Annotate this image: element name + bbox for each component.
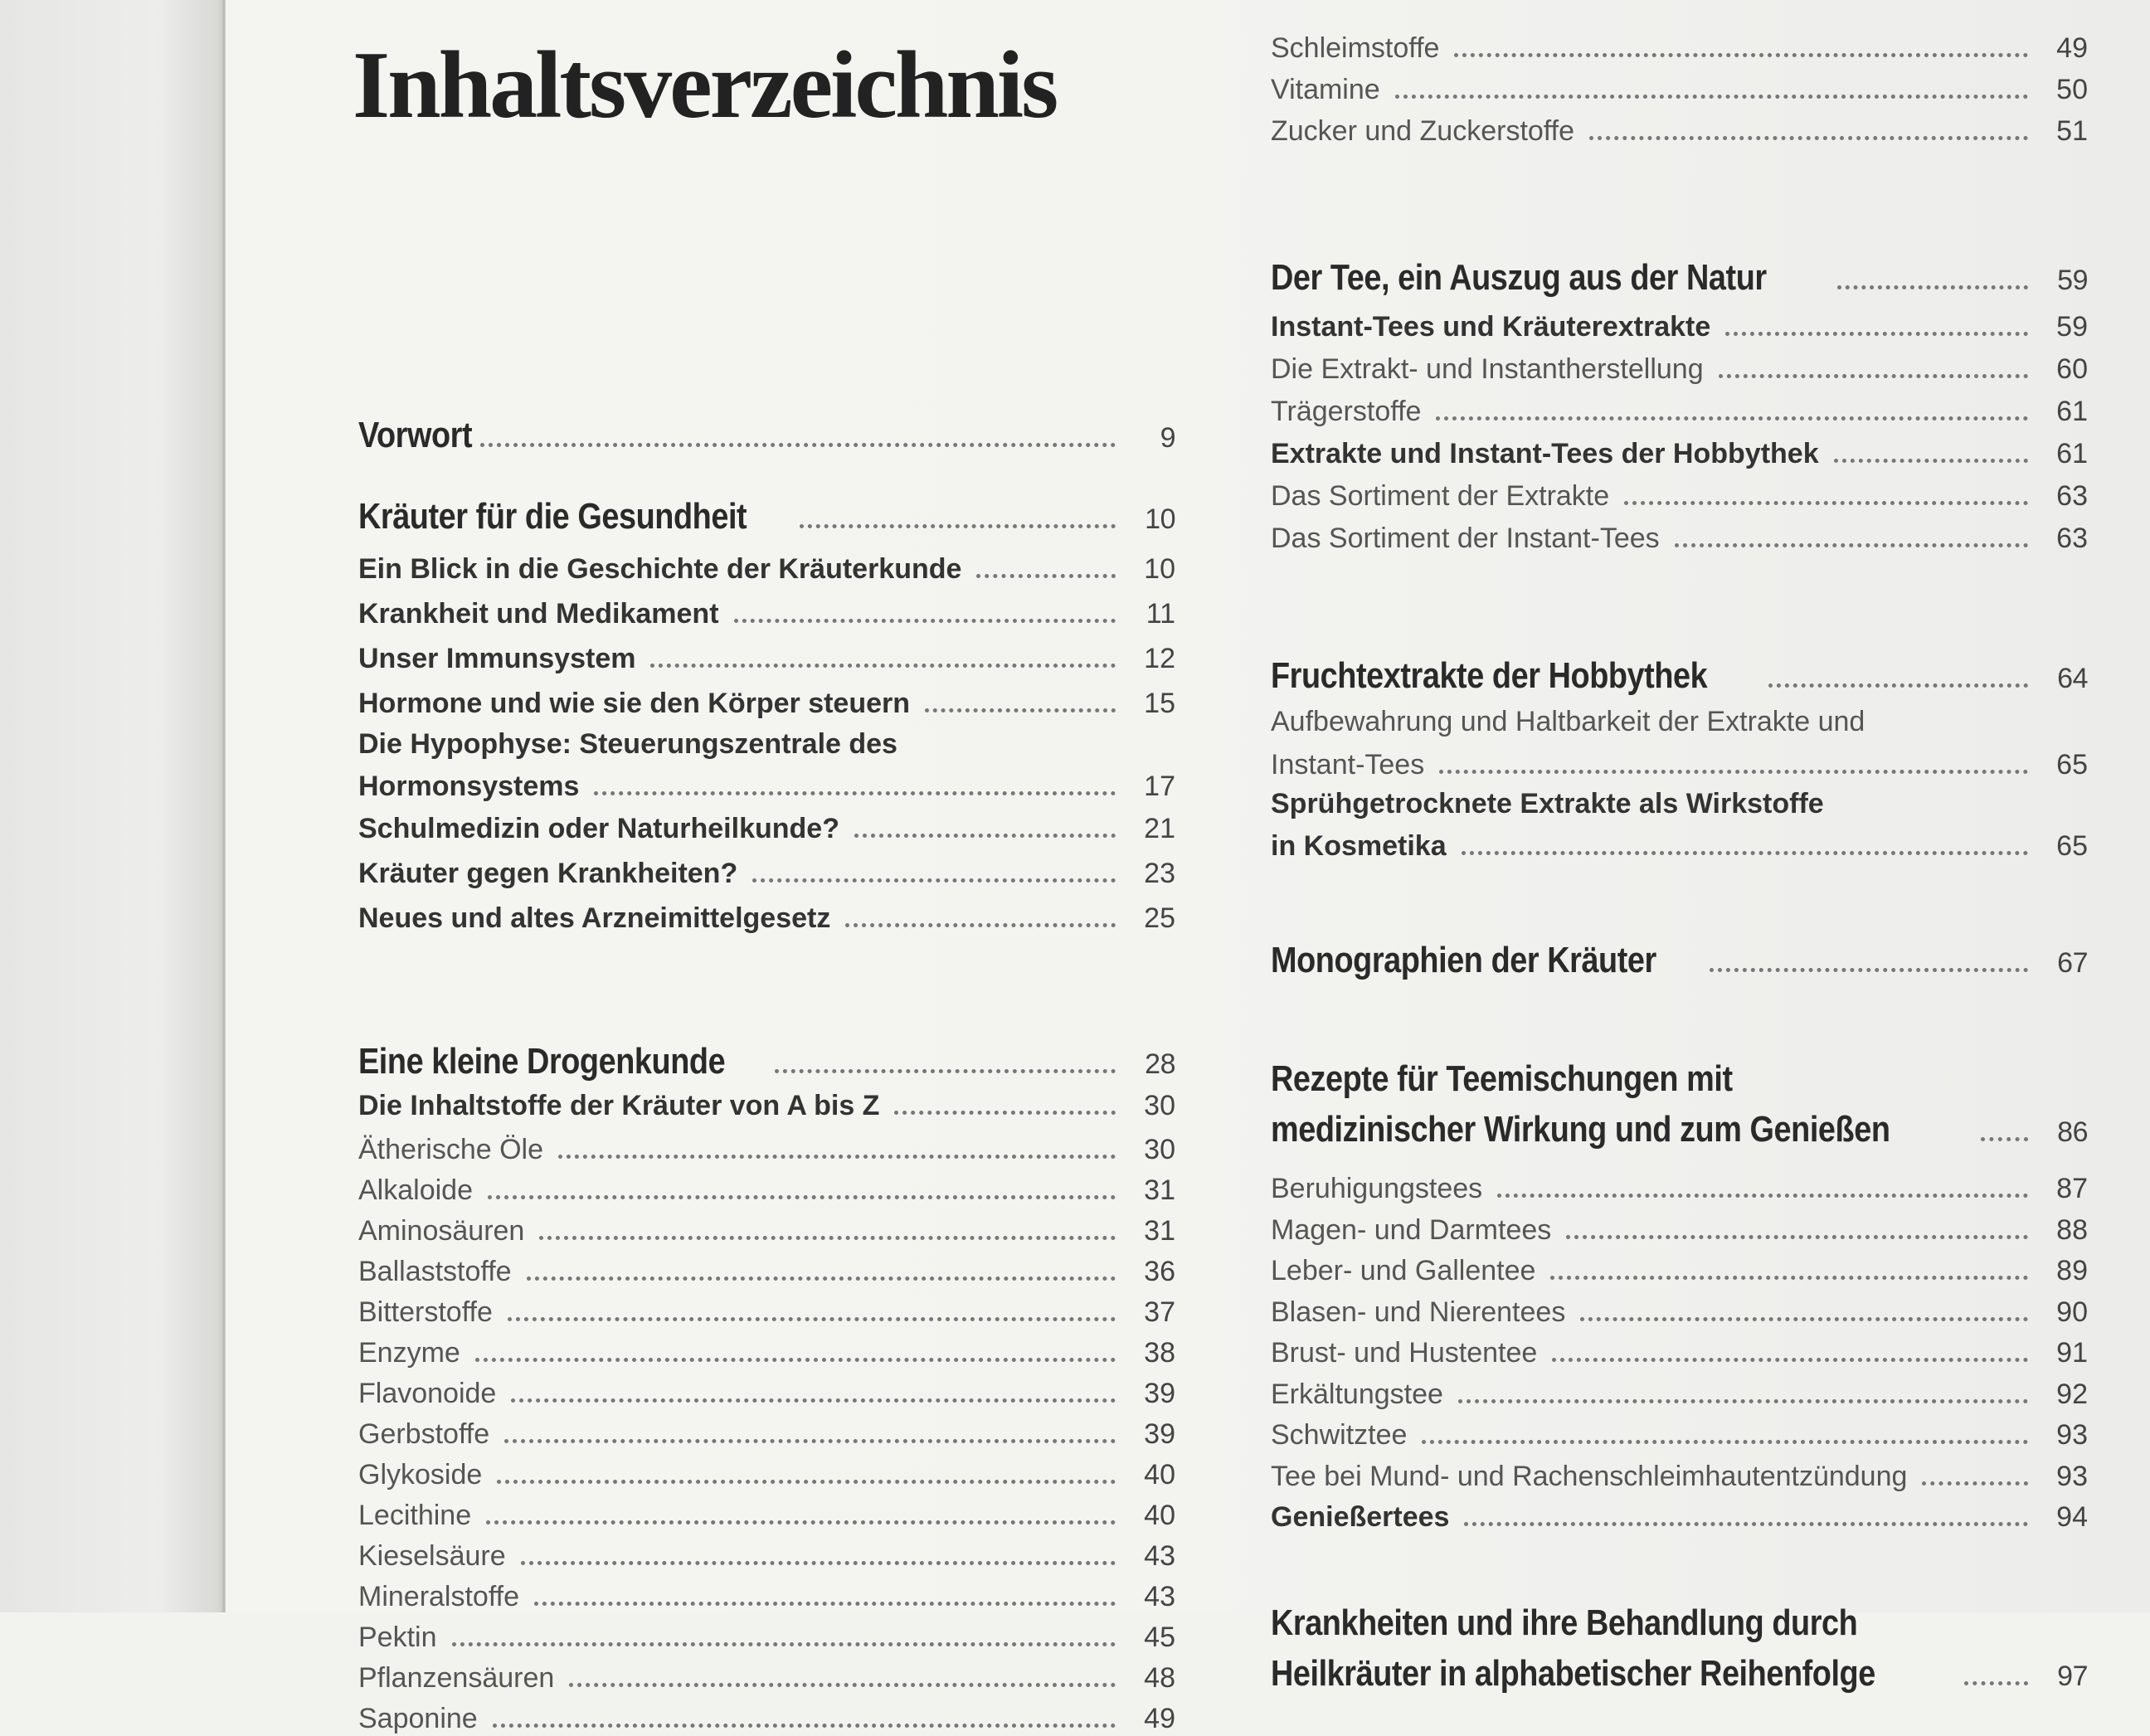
toc-entry [358, 1289, 1175, 1330]
toc-page-number: 28 [1145, 1048, 1175, 1080]
toc-page-number: 40 [1144, 1459, 1175, 1490]
toc-entry [358, 1248, 1175, 1289]
toc-entry [1271, 1101, 2088, 1154]
toc-label-line1: Krankheiten und ihre Behandlung durch [1271, 1602, 1858, 1643]
dot-leader [1719, 346, 2028, 378]
dot-leader [1580, 1289, 2028, 1321]
toc-label: medizinischer Wirkung und zum Genießen [1271, 1109, 1890, 1150]
dot-leader [1550, 1247, 2028, 1280]
toc-label: Die Inhaltstoffe der Kräuter von A bis Z [358, 1090, 880, 1121]
toc-entry [1271, 388, 2088, 430]
toc-label: Enzyme [358, 1337, 460, 1369]
toc-entry [358, 635, 1175, 680]
toc-label: Gerbstoffe [358, 1418, 490, 1450]
toc-entry [358, 805, 1175, 850]
toc-entry [1271, 304, 2088, 346]
toc-page-number: 9 [1160, 422, 1175, 454]
dot-leader [521, 1533, 1116, 1565]
toc-entry [358, 406, 1175, 456]
toc-label: Lecithine [358, 1500, 472, 1531]
toc-entry [358, 1411, 1175, 1452]
toc-page-number: 67 [2057, 947, 2088, 979]
toc-label: Extrakte und Instant-Tees der Hobbythek [1271, 438, 1819, 469]
dot-leader [569, 1655, 1116, 1687]
toc-page-number: 63 [2056, 523, 2088, 554]
toc-label: Ein Blick in die Geschichte der Kräuterkunde [358, 553, 962, 585]
toc-page-number: 30 [1144, 1090, 1175, 1121]
toc-label: Leber- und Gallentee [1271, 1255, 1536, 1286]
toc-page-number: 61 [2056, 396, 2088, 427]
toc-page-number: 91 [2056, 1337, 2088, 1369]
dot-leader [508, 1289, 1116, 1321]
toc-label: Vitamine [1271, 74, 1380, 105]
toc-label: Instant-Tees [1271, 749, 1425, 780]
toc-label: Heilkräuter in alphabetischer Reihenfolge [1271, 1653, 1875, 1694]
dot-leader [480, 406, 1116, 447]
dot-leader [475, 1330, 1116, 1362]
toc-label: Fruchtextrakte der Hobbythek [1271, 655, 1708, 696]
toc-page-number: 61 [2056, 438, 2088, 469]
toc-page-number: 43 [1144, 1540, 1175, 1572]
toc-entry [358, 1208, 1175, 1248]
dot-leader [854, 805, 1116, 838]
dot-leader [1964, 1645, 2028, 1685]
dot-leader [539, 1208, 1116, 1240]
dot-leader [734, 591, 1116, 623]
dot-leader [1497, 1165, 2028, 1198]
dot-leader [534, 1573, 1116, 1606]
toc-label: Genießertees [1271, 1501, 1450, 1533]
toc-page-number: 39 [1144, 1378, 1175, 1409]
toc-page-number: 25 [1144, 902, 1175, 934]
toc-label: Brust- und Hustentee [1271, 1337, 1538, 1369]
dot-leader [800, 488, 1116, 528]
toc-entry [1271, 1247, 2088, 1289]
toc-label-line1-row [1271, 1602, 2088, 1645]
toc-entry [358, 1614, 1175, 1655]
toc-label: Vorwort [358, 415, 473, 455]
dot-leader [452, 1614, 1116, 1646]
toc-entry [358, 1492, 1175, 1533]
toc-entry [1271, 1207, 2088, 1248]
dot-leader [1552, 1330, 2028, 1362]
toc-entry [358, 488, 1175, 537]
toc-page-number: 31 [1144, 1174, 1175, 1206]
toc-page-number: 37 [1144, 1296, 1175, 1328]
toc-label: Das Sortiment der Instant-Tees [1271, 523, 1660, 554]
toc-label: Instant-Tees und Kräuterextrakte [1271, 311, 1711, 343]
dot-leader [1834, 430, 2028, 463]
toc-label: Unser Immunsystem [358, 643, 636, 674]
toc-label: Neues und altes Arzneimittelgesetz [358, 902, 831, 934]
dot-leader [1454, 25, 2028, 57]
toc-page-number: 30 [1144, 1134, 1175, 1165]
dot-leader [1566, 1207, 2028, 1239]
toc-entry-multiline [1271, 1058, 2088, 1154]
toc-label: Aminosäuren [358, 1215, 525, 1247]
toc-label: Blasen- und Nierentees [1271, 1296, 1566, 1328]
toc-page-number: 49 [2056, 32, 2088, 64]
toc-page-number: 63 [2056, 480, 2088, 512]
dot-leader [493, 1695, 1116, 1728]
dot-leader [1725, 304, 2028, 336]
toc-label: Trägerstoffe [1271, 396, 1422, 427]
dot-leader [1464, 1494, 2028, 1526]
toc-page-number: 15 [1144, 688, 1175, 719]
toc-label-line1: Die Hypophyse: Steuerungszentrale des [358, 728, 897, 760]
toc-entry [1271, 1412, 2088, 1453]
toc-page-number: 17 [1144, 771, 1175, 802]
dot-leader [1981, 1101, 2028, 1141]
toc-page-number: 64 [2057, 663, 2088, 694]
dot-leader [1922, 1453, 2028, 1486]
toc-page-number: 12 [1144, 643, 1175, 674]
toc-page-number: 31 [1144, 1215, 1175, 1247]
toc-entry [358, 1533, 1175, 1573]
toc-entry [358, 850, 1175, 895]
toc-label: Ätherische Öle [358, 1134, 543, 1165]
toc-page-number: 60 [2056, 353, 2088, 385]
toc-entry [1271, 931, 2088, 986]
toc-entry [1271, 66, 2088, 108]
toc-label: Krankheit und Medikament [358, 598, 719, 630]
dot-leader [925, 680, 1116, 712]
toc-entry [1271, 1330, 2088, 1371]
dot-leader [488, 1167, 1116, 1199]
toc-label-line1: Aufbewahrung und Haltbarkeit der Extrakte und [1271, 706, 1865, 737]
dot-leader [1395, 66, 2028, 99]
toc-entry-multiline [1271, 702, 2088, 785]
toc-label: Saponine [358, 1703, 478, 1734]
toc-entry [358, 546, 1175, 591]
dot-leader [1439, 742, 2028, 774]
toc-entry [358, 591, 1175, 635]
toc-label: Tee bei Mund- und Rachenschleimhautentzündung [1271, 1460, 1908, 1492]
toc-entry [358, 1452, 1175, 1492]
dot-leader [594, 763, 1116, 795]
book-binding [0, 0, 226, 1612]
toc-entry [358, 1370, 1175, 1411]
toc-label: in Kosmetika [1271, 830, 1447, 862]
toc-page-number: 93 [2056, 1460, 2088, 1492]
toc-page-number: 88 [2056, 1213, 2088, 1246]
toc-label: Kräuter gegen Krankheiten? [358, 858, 738, 889]
dot-leader [1768, 647, 2028, 688]
dot-leader [1837, 249, 2028, 289]
toc-entry [1271, 1289, 2088, 1330]
toc-label: Erkältungstee [1271, 1378, 1443, 1410]
dot-leader [775, 1033, 1116, 1073]
toc-label: Pflanzensäuren [358, 1662, 555, 1694]
toc-label: Schleimstoffe [1271, 32, 1440, 64]
toc-entry [358, 1033, 1175, 1082]
binding-edge [222, 0, 225, 1612]
toc-entry [358, 1330, 1175, 1370]
toc-entry [1271, 249, 2088, 304]
toc-page-number: 40 [1144, 1500, 1175, 1531]
dot-leader [976, 546, 1116, 578]
toc-label-line1: Sprühgetrocknete Extrakte als Wirkstoffe [1271, 788, 1824, 819]
toc-entry [358, 1695, 1175, 1736]
dot-leader [894, 1082, 1116, 1115]
toc-entry [358, 895, 1175, 940]
toc-entry [1271, 430, 2088, 473]
toc-page-number: 23 [1144, 858, 1175, 889]
toc-entry [1271, 473, 2088, 515]
toc-entry [358, 1126, 1175, 1167]
toc-entry-multiline [1271, 1602, 2088, 1698]
toc-label: Der Tee, ein Auszug aus der Natur [1271, 257, 1767, 298]
dot-leader [1462, 823, 2028, 855]
toc-page-number: 93 [2056, 1419, 2088, 1451]
toc-entry [358, 763, 1175, 805]
toc-page-number: 97 [2057, 1661, 2088, 1692]
toc-label: Alkaloide [358, 1174, 473, 1206]
toc-page-number: 36 [1144, 1256, 1175, 1287]
toc-entry [1271, 1371, 2088, 1413]
toc-label: Pektin [358, 1622, 437, 1653]
toc-entry [1271, 1494, 2088, 1539]
toc-page-number: 65 [2056, 749, 2088, 780]
toc-page-number: 89 [2056, 1255, 2088, 1286]
toc-label: Flavonoide [358, 1378, 497, 1409]
dot-leader [558, 1126, 1116, 1159]
toc-entry [358, 1082, 1175, 1126]
toc-entry [358, 1573, 1175, 1614]
toc-entry [1271, 1453, 2088, 1495]
toc-label: Das Sortiment der Extrakte [1271, 480, 1610, 512]
toc-entry [1271, 515, 2088, 557]
toc-label: Hormonsystems [358, 771, 580, 802]
toc-label: Eine kleine Drogenkunde [358, 1041, 726, 1082]
toc-page-number: 65 [2056, 830, 2088, 862]
toc-page-number: 50 [2056, 74, 2088, 105]
toc-label: Hormone und wie sie den Körper steuern [358, 688, 911, 719]
toc-entry [1271, 25, 2088, 66]
page-title: Inhaltsverzeichnis [353, 32, 1057, 139]
toc-page-number: 51 [2056, 115, 2088, 147]
toc-label: Glykoside [358, 1459, 483, 1490]
toc-page-number: 92 [2056, 1378, 2088, 1410]
toc-entry [1271, 1645, 2088, 1698]
dot-leader [1675, 515, 2028, 547]
toc-entry [1271, 823, 2088, 865]
dot-leader [497, 1452, 1116, 1484]
toc-label: Magen- und Darmtees [1271, 1213, 1552, 1246]
dot-leader [845, 895, 1116, 927]
toc-page-number: 59 [2056, 311, 2088, 343]
toc-entry [1271, 647, 2088, 702]
toc-entry [1271, 108, 2088, 149]
dot-leader [1624, 473, 2028, 505]
toc-page-number: 39 [1144, 1418, 1175, 1450]
toc-column-right [1271, 25, 2088, 1698]
toc-page-number: 86 [2057, 1116, 2088, 1148]
toc-label-line1-row [1271, 1058, 2088, 1101]
toc-label: Beruhigungstees [1271, 1173, 1483, 1204]
toc-page-number: 90 [2056, 1296, 2088, 1328]
toc-entry-multiline [1271, 785, 2088, 865]
dot-leader [504, 1411, 1116, 1443]
dot-leader [650, 635, 1116, 668]
toc-page-number: 21 [1144, 813, 1175, 844]
toc-page-number: 94 [2056, 1501, 2088, 1533]
dot-leader [1710, 931, 2029, 972]
dot-leader [752, 850, 1116, 883]
toc-entry [1271, 742, 2088, 785]
toc-page-number: 10 [1145, 503, 1175, 535]
toc-label: Bitterstoffe [358, 1296, 493, 1328]
toc-label: Mineralstoffe [358, 1581, 520, 1612]
toc-entry [358, 1167, 1175, 1208]
toc-page-number: 45 [1144, 1622, 1175, 1653]
toc-entry [358, 1655, 1175, 1695]
toc-label: Schulmedizin oder Naturheilkunde? [358, 813, 839, 844]
toc-label: Schwitztee [1271, 1419, 1408, 1451]
dot-leader [1436, 388, 2028, 421]
toc-page-number: 43 [1144, 1581, 1175, 1612]
toc-label: Kieselsäure [358, 1540, 506, 1572]
toc-page-number: 38 [1144, 1337, 1175, 1369]
toc-label: Monographien der Kräuter [1271, 940, 1656, 980]
dot-leader [1458, 1371, 2028, 1403]
toc-entry [1271, 346, 2088, 388]
toc-label: Zucker und Zuckerstoffe [1271, 115, 1574, 147]
toc-entry [1271, 1165, 2088, 1207]
toc-entry [358, 680, 1175, 725]
toc-page-number: 49 [1144, 1703, 1175, 1734]
toc-label: Die Extrakt- und Instantherstellung [1271, 353, 1704, 385]
toc-entry-multiline [358, 725, 1175, 805]
toc-column-left [358, 406, 1175, 1736]
toc-label-line1: Rezepte für Teemischungen mit [1271, 1058, 1733, 1099]
dot-leader [1589, 108, 2028, 140]
dot-leader [486, 1492, 1116, 1524]
dot-leader [1422, 1412, 2028, 1444]
toc-label: Kräuter für die Gesundheit [358, 496, 747, 537]
dot-leader [511, 1370, 1116, 1403]
toc-page-number: 11 [1146, 598, 1175, 630]
toc-label: Ballaststoffe [358, 1256, 512, 1287]
toc-page-number: 10 [1144, 553, 1175, 585]
toc-page-number: 87 [2056, 1173, 2088, 1204]
toc-page-number: 59 [2057, 265, 2088, 296]
dot-leader [527, 1248, 1116, 1281]
toc-page-number: 48 [1144, 1662, 1175, 1694]
